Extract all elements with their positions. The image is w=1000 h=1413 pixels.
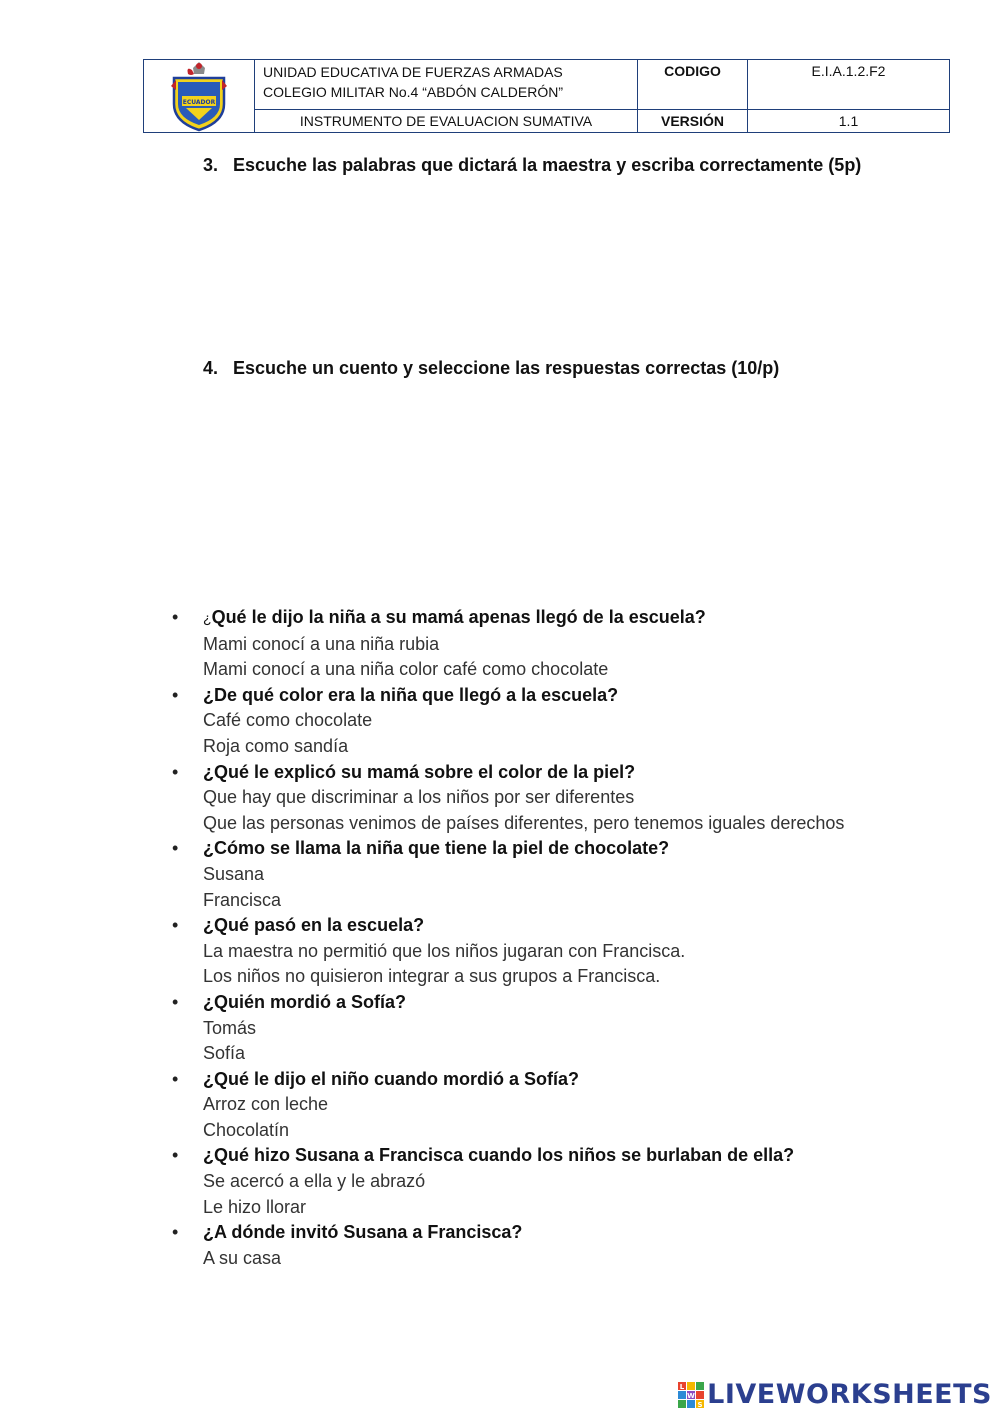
- svg-text:ECUADOR: ECUADOR: [182, 99, 216, 106]
- instrument-title: INSTRUMENTO DE EVALUACION SUMATIVA: [255, 110, 638, 133]
- question-text: ¿Qué le explicó su mamá sobre el color de la piel?: [203, 761, 636, 782]
- bullet: •: [172, 1222, 179, 1243]
- document-header: [143, 59, 950, 133]
- question-text: ¿Cómo se llama la niña que tiene la piel de chocolate?: [203, 838, 670, 859]
- codigo-label: CODIGO: [638, 60, 748, 110]
- svg-text:W: W: [687, 1392, 696, 1400]
- question-item: [170, 1143, 860, 1220]
- bullet: •: [172, 1068, 179, 1089]
- bullet: •: [172, 761, 179, 782]
- question-item: [170, 605, 860, 683]
- version-label: VERSIÓN: [638, 110, 748, 133]
- section-4-number: 4.: [203, 358, 219, 378]
- question-text: ¿Qué pasó en la escuela?: [203, 915, 425, 936]
- logo-cell: [144, 60, 255, 133]
- answer-option[interactable]: Le hizo llorar: [203, 1196, 307, 1217]
- question-label: Qué le dijo la niña a su mamá apenas llegó de la escuela?: [211, 607, 706, 627]
- answer-option[interactable]: Chocolatín: [203, 1119, 290, 1140]
- bullet: •: [172, 915, 179, 936]
- section-4-heading: [203, 357, 863, 380]
- answer-option[interactable]: Café como chocolate: [203, 710, 373, 731]
- section-3-number: 3.: [203, 155, 219, 175]
- question-text: ¿Qué le dijo el niño cuando mordió a Sofía?: [203, 1068, 580, 1089]
- school-crest-icon: [144, 60, 254, 132]
- answer-option[interactable]: La maestra no permitió que los niños jugaran con Francisca.: [203, 940, 686, 961]
- answer-option[interactable]: A su casa: [203, 1247, 282, 1268]
- svg-text:S: S: [697, 1401, 703, 1408]
- school-name-line1: UNIDAD EDUCATIVA DE FUERZAS ARMADAS: [263, 64, 563, 80]
- section-3-text: Escuche las palabras que dictará la maestra y escriba correctamente (5p): [233, 155, 862, 175]
- bullet: •: [172, 991, 179, 1012]
- watermark-text: LIVEWORKSHEETS: [707, 1378, 992, 1410]
- answer-option[interactable]: Se acercó a ella y le abrazó: [203, 1171, 426, 1192]
- section-3-heading: [203, 154, 863, 177]
- school-name-cell: [255, 60, 638, 110]
- answer-option[interactable]: Susana: [203, 863, 265, 884]
- question-text: ¿De qué color era la niña que llegó a la escuela?: [203, 684, 619, 705]
- liveworksheets-watermark: [678, 1378, 992, 1410]
- question-prefix: ¿: [203, 610, 212, 626]
- bullet: •: [172, 1145, 179, 1166]
- answer-option[interactable]: Sofía: [203, 1043, 246, 1064]
- answer-option[interactable]: Tomás: [203, 1017, 257, 1038]
- question-item: [170, 913, 860, 990]
- question-item: [170, 683, 860, 760]
- question-text: [203, 605, 860, 632]
- answer-option[interactable]: Francisca: [203, 889, 282, 910]
- question-item: [170, 1220, 860, 1271]
- svg-text:L: L: [679, 1383, 685, 1391]
- bullet: •: [172, 684, 179, 705]
- question-list: [170, 605, 860, 1271]
- question-text: ¿Quién mordió a Sofía?: [203, 991, 407, 1012]
- answer-option[interactable]: Roja como sandía: [203, 735, 349, 756]
- version-value: 1.1: [748, 110, 950, 133]
- answer-option[interactable]: Que hay que discriminar a los niños por ser diferentes: [203, 787, 635, 808]
- question-item: [170, 1067, 860, 1144]
- question-text: ¿A dónde invitó Susana a Francisca?: [203, 1222, 523, 1243]
- answer-option[interactable]: Mami conocí a una niña color café como chocolate: [203, 659, 609, 680]
- question-item: [170, 990, 860, 1067]
- answer-option[interactable]: Que las personas venimos de países diferentes, pero tenemos iguales derechos: [203, 812, 845, 833]
- answer-option[interactable]: Mami conocí a una niña rubia: [203, 633, 440, 654]
- liveworksheets-logo-icon: [678, 1380, 704, 1408]
- school-name-line2: COLEGIO MILITAR No.4 “ABDÓN CALDERÓN”: [263, 84, 564, 100]
- question-item: [170, 760, 860, 837]
- question-text: ¿Qué hizo Susana a Francisca cuando los niños se burlaban de ella?: [203, 1145, 795, 1166]
- section-4-text: Escuche un cuento y seleccione las respuestas correctas (10/p): [233, 358, 780, 378]
- question-item: [170, 836, 860, 913]
- answer-option[interactable]: Arroz con leche: [203, 1094, 329, 1115]
- bullet: •: [172, 838, 179, 859]
- bullet: •: [172, 607, 179, 627]
- answer-option[interactable]: Los niños no quisieron integrar a sus grupos a Francisca.: [203, 966, 661, 987]
- codigo-value: E.I.A.1.2.F2: [748, 60, 950, 110]
